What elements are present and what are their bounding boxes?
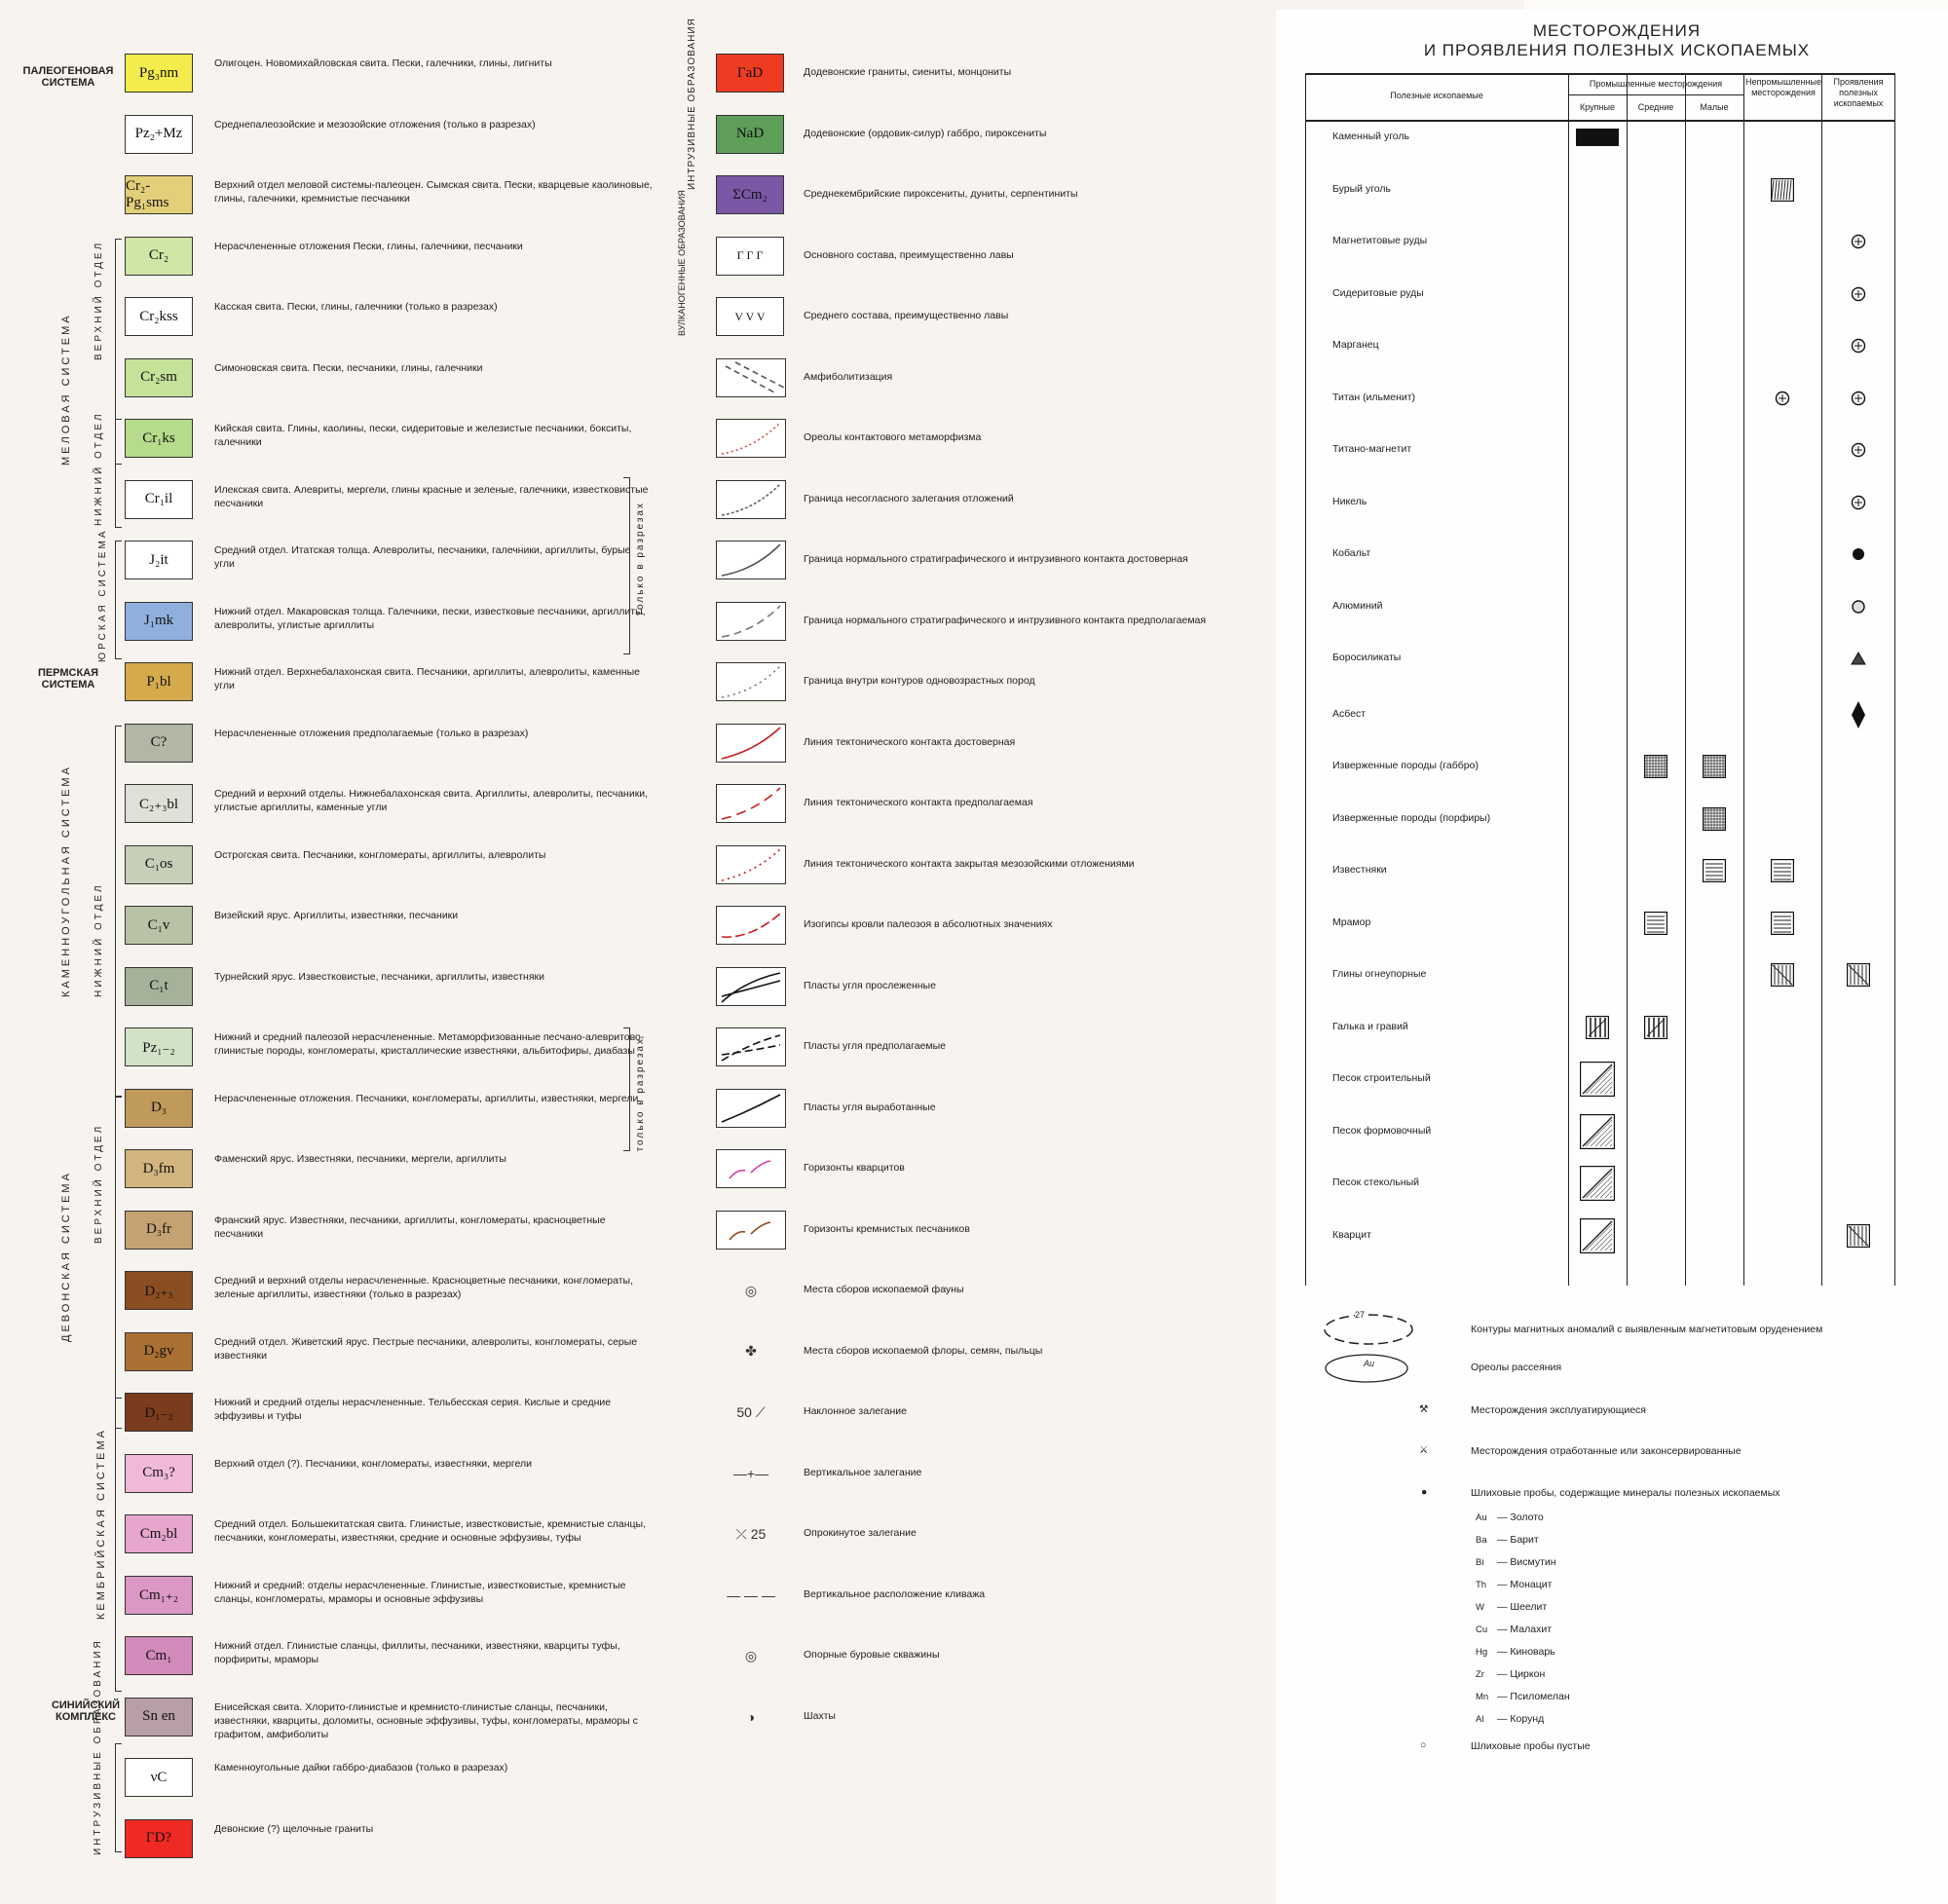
strat-swatch: C? bbox=[125, 724, 193, 763]
volcanic-swatch: Г Г Г bbox=[716, 237, 784, 276]
mineral-name: Изверженные породы (порфиры) bbox=[1332, 811, 1491, 824]
vertical-label-cretaceous: МЕЛОВАЯ СИСТЕМА bbox=[60, 313, 72, 467]
assay-code: Au bbox=[1476, 1512, 1487, 1523]
line-description: Горизонты кварцитов bbox=[804, 1162, 905, 1174]
assay-dash: — bbox=[1497, 1646, 1511, 1658]
assay-code: Ba bbox=[1476, 1535, 1487, 1546]
line-symbol-graphic bbox=[716, 845, 786, 884]
strat-swatch: Pz₁₋₂ bbox=[125, 1027, 193, 1066]
empty-sample-icon: ○ bbox=[1420, 1739, 1427, 1751]
assay-row bbox=[1476, 1624, 1552, 1635]
strat-swatch: P₁bl bbox=[125, 662, 193, 701]
table-rule bbox=[1568, 73, 1569, 1286]
assay-row bbox=[1476, 1512, 1544, 1523]
mineral-symbol-icon bbox=[1586, 1016, 1609, 1039]
strat-swatch: Cm₃? bbox=[125, 1454, 193, 1493]
bracket-right bbox=[623, 477, 630, 654]
point-symbol: —+— bbox=[732, 1465, 769, 1481]
intrusive-label: ИНТРУЗИВНЫЕ ОБРАЗОВАНИЯ bbox=[687, 18, 697, 190]
strat-swatch: Cr₁il bbox=[125, 480, 193, 519]
point-symbol: 50 ⟋ bbox=[736, 1403, 766, 1420]
line-symbol-graphic bbox=[716, 1211, 786, 1250]
volcanic-description: Основного состава, преимущественно лавы bbox=[804, 248, 1014, 261]
strat-description: Верхний отдел (?). Песчаники, конгломераты, известняки, мергели bbox=[214, 1457, 532, 1470]
line-symbol-graphic bbox=[716, 419, 786, 458]
extra-exhausted: Месторождения отработанные или законсервированные bbox=[1471, 1445, 1742, 1457]
assay-row bbox=[1476, 1668, 1545, 1680]
strat-description: Средний отдел. Живетский ярус. Пестрые песчаники, алевролиты, конгломераты, серые известняки bbox=[214, 1335, 638, 1362]
strat-swatch: Pz₂+Mz bbox=[125, 115, 193, 154]
assay-code: Hg bbox=[1476, 1647, 1488, 1658]
line-symbol-graphic bbox=[716, 967, 786, 1006]
strat-description: Енисейская свита. Хлорито-глинистые и кремнисто-глинистые сланцы, песчаники, известняки, кварциты, доломиты, основные эффузивы, туфы, конгломераты, мраморы с графитом, амфиболиты bbox=[214, 1700, 638, 1740]
bracket bbox=[115, 726, 122, 1098]
assay-dash: — bbox=[1497, 1534, 1511, 1546]
extra-empty: Шлиховые пробы пустые bbox=[1471, 1740, 1591, 1752]
only-sections-label: только в разрезах bbox=[635, 502, 646, 616]
system-label-sinian: СИНИЙСКИЙ КОМПЛЕКС bbox=[51, 1699, 121, 1723]
mineral-name: Песок формовочный bbox=[1332, 1124, 1432, 1137]
mineral-symbol-icon bbox=[1703, 859, 1726, 882]
mineral-name: Песок стекольный bbox=[1332, 1176, 1420, 1188]
strat-description: Нижний отдел. Глинистые сланцы, филлиты, песчаники, известняки, кварциты туфы, порфириты, мраморы bbox=[214, 1640, 620, 1665]
line-symbol bbox=[716, 1027, 786, 1066]
assay-name: Висмутин bbox=[1510, 1556, 1556, 1568]
line-symbol-graphic bbox=[716, 784, 786, 823]
symbols-column bbox=[667, 18, 1271, 1855]
table-rule bbox=[1743, 73, 1744, 1286]
strat-swatch: D₃ bbox=[125, 1089, 193, 1128]
assay-dash: — bbox=[1497, 1713, 1511, 1725]
mineral-symbol-icon bbox=[1851, 546, 1866, 562]
bracket-right bbox=[623, 1027, 630, 1151]
extra-halo_tag: Au bbox=[1364, 1359, 1375, 1368]
intrusive-swatch: ΣCm₂ bbox=[716, 175, 784, 214]
minerals-table bbox=[1305, 73, 1894, 1286]
assay-dash: — bbox=[1497, 1556, 1511, 1568]
mineral-name: Никель bbox=[1332, 495, 1367, 507]
magnetic-anomaly-icon bbox=[1320, 1310, 1417, 1349]
mineral-symbol-icon bbox=[1576, 129, 1619, 146]
bracket bbox=[115, 1398, 122, 1692]
line-symbol bbox=[716, 358, 786, 397]
assay-code: Bi bbox=[1476, 1557, 1484, 1568]
line-symbol-graphic bbox=[716, 906, 786, 945]
strat-swatch: Cr₂sm bbox=[125, 358, 193, 397]
volcanic-description: Среднего состава, преимущественно лавы bbox=[804, 310, 1009, 321]
assay-name: Монацит bbox=[1510, 1579, 1553, 1590]
mineral-name: Сидеритовые руды bbox=[1332, 286, 1424, 299]
assay-row bbox=[1476, 1534, 1539, 1546]
strat-description: Острогская свита. Песчаники, конгломераты, аргиллиты, алевролиты bbox=[214, 848, 546, 861]
strat-swatch: C₁os bbox=[125, 845, 193, 884]
line-symbol bbox=[716, 1211, 786, 1250]
strat-swatch: Cr₂ bbox=[125, 237, 193, 276]
bracket bbox=[115, 1743, 122, 1852]
strat-description: Нерасчлененные отложения предполагаемые (только в разрезах) bbox=[214, 727, 529, 739]
assay-code: W bbox=[1476, 1602, 1484, 1613]
strat-swatch: D₂gv bbox=[125, 1332, 193, 1371]
intrusive-description: Среднекембрийские пироксениты, дуниты, серпентиниты bbox=[804, 188, 1078, 200]
intrusive-description: Додевонские (ордовик-силур) габбро, пироксениты bbox=[804, 127, 1047, 139]
point-symbol: ◎ bbox=[744, 1282, 758, 1298]
panned-sample-icon: ● bbox=[1421, 1486, 1428, 1498]
vertical-label-carboniferous: КАМЕННОУГОЛЬНАЯ СИСТЕМА bbox=[60, 765, 72, 998]
table-header-industrial: Промышленные месторождения bbox=[1589, 79, 1723, 89]
point-description: Опрокинутое залегание bbox=[804, 1527, 917, 1539]
strat-swatch: νC bbox=[125, 1758, 193, 1797]
only-sections-label: только в разрезах bbox=[635, 1037, 646, 1152]
table-rule bbox=[1821, 73, 1822, 1286]
mineral-symbol-icon bbox=[1851, 599, 1866, 615]
mineral-name: Асбест bbox=[1332, 707, 1367, 720]
vertical-label-upper_div: ВЕРХНИЙ ОТДЕЛ bbox=[94, 240, 104, 360]
mineral-symbol-icon bbox=[1644, 755, 1667, 778]
table-header-mineral: Полезные ископаемые bbox=[1390, 91, 1483, 100]
line-symbol-graphic bbox=[716, 541, 786, 579]
point-symbol: — — — bbox=[727, 1587, 775, 1603]
strat-description: Среднепалеозойские и мезозойские отложения (только в разрезах) bbox=[214, 118, 536, 131]
mineral-name: Кобальт bbox=[1332, 547, 1371, 559]
line-symbol bbox=[716, 480, 786, 519]
mineral-symbol-icon bbox=[1851, 700, 1866, 729]
line-symbol-graphic bbox=[716, 602, 786, 641]
vertical-label-jurassic: ЮРСКАЯ СИСТЕМА bbox=[97, 528, 108, 662]
mineral-name: Глины огнеупорные bbox=[1332, 968, 1427, 980]
mineral-name: Известняки bbox=[1332, 864, 1387, 876]
mineral-symbol-icon bbox=[1847, 963, 1870, 987]
minerals-title bbox=[1295, 21, 1938, 60]
mineral-symbol-icon bbox=[1775, 391, 1790, 406]
bracket bbox=[115, 419, 122, 528]
strat-swatch: Cm₂bl bbox=[125, 1514, 193, 1553]
vertical-label-devonian: ДЕВОНСКАЯ СИСТЕМА bbox=[60, 1171, 72, 1342]
mineral-name: Титано-магнетит bbox=[1332, 443, 1412, 455]
vertical-label-intrusive: ИНТРУЗИВНЫЕ ОБРАЗОВАНИЯ bbox=[93, 1638, 103, 1855]
strat-description: Нижний и средний: отделы нерасчлененные. Глинистые, известковистые, кремнистые сланцы, конгломераты, мраморы и основные эффузивы bbox=[214, 1579, 626, 1605]
mineral-symbol-icon bbox=[1847, 1224, 1870, 1248]
strat-description: Средний и верхний отделы нерасчлененные. Красноцветные песчаники, конгломераты, зеленые аргиллиты, известняки (только в разрезах) bbox=[214, 1275, 634, 1300]
table-rule bbox=[1685, 73, 1686, 1286]
line-symbol-graphic bbox=[716, 724, 786, 763]
point-description: Опорные буровые скважины bbox=[804, 1649, 940, 1661]
point-description: Наклонное залегание bbox=[804, 1405, 907, 1417]
line-description: Пласты угля предполагаемые bbox=[804, 1040, 947, 1052]
strat-swatch: D₃fm bbox=[125, 1149, 193, 1188]
line-symbol bbox=[716, 784, 786, 823]
strat-swatch: ГD? bbox=[125, 1819, 193, 1858]
mineral-symbol-icon bbox=[1580, 1218, 1615, 1253]
mineral-name: Магнетитовые руды bbox=[1332, 235, 1428, 246]
table-header-small: Малые bbox=[1700, 102, 1729, 112]
strat-description: Верхний отдел меловой системы-палеоцен. Сымская свита. Пески, кварцевые каолиновые, глины, галечники, кремнистые песчаники bbox=[214, 179, 653, 205]
strat-description: Визейский ярус. Аргиллиты, известняки, песчаники bbox=[214, 910, 459, 921]
assay-dash: — bbox=[1497, 1512, 1511, 1523]
assay-dash: — bbox=[1497, 1668, 1511, 1680]
table-header-medium: Средние bbox=[1637, 102, 1674, 112]
mineral-symbol-icon bbox=[1771, 963, 1794, 987]
line-symbol-graphic bbox=[716, 480, 786, 519]
assay-name: Циркон bbox=[1510, 1668, 1546, 1680]
strat-description: Средний отдел. Большекитатская свита. Глинистые, известковистые, кремнистые сланцы, песчаники, конгломераты, известняки, средние и основные эффузивы, туфы bbox=[214, 1518, 646, 1544]
strat-swatch: D₃fr bbox=[125, 1211, 193, 1250]
strat-description: Симоновская свита. Пески, песчаники, глины, галечники bbox=[214, 361, 483, 374]
assay-row bbox=[1476, 1556, 1556, 1568]
system-label-permian: ПЕРМСКАЯ СИСТЕМА bbox=[37, 667, 99, 691]
line-description: Пласты угля выработанные bbox=[804, 1101, 936, 1113]
strat-swatch: C₁t bbox=[125, 967, 193, 1006]
line-symbol bbox=[716, 724, 786, 763]
vertical-label-lower_div: НИЖНИЙ ОТДЕЛ bbox=[94, 411, 104, 526]
strat-swatch: C₂₊₃bl bbox=[125, 784, 193, 823]
strat-swatch: J₁mk bbox=[125, 602, 193, 641]
assay-name: Псиломелан bbox=[1510, 1691, 1570, 1702]
strat-description: Нерасчлененные отложения Пески, глины, галечники, песчаники bbox=[214, 240, 523, 252]
assay-dash: — bbox=[1497, 1601, 1511, 1613]
mineral-symbol-icon bbox=[1851, 651, 1866, 666]
mine-closed-icon: ⚔ bbox=[1419, 1444, 1429, 1456]
assay-row bbox=[1476, 1579, 1552, 1590]
assay-name: Барит bbox=[1510, 1534, 1539, 1546]
table-rule bbox=[1627, 73, 1628, 1286]
strat-description: Франский ярус. Известняки, песчаники, аргиллиты, конгломераты, красноцветные песчаники bbox=[214, 1213, 606, 1240]
table-rule bbox=[1894, 73, 1895, 1286]
line-description: Граница несогласного залегания отложений bbox=[804, 492, 1014, 504]
intrusive-swatch: NaD bbox=[716, 115, 784, 154]
line-description: Амфиболитизация bbox=[804, 370, 893, 383]
table-header-large: Крупные bbox=[1580, 102, 1615, 112]
assay-name: Шеелит bbox=[1510, 1601, 1548, 1613]
line-symbol bbox=[716, 602, 786, 641]
strat-description: Девонские (?) щелочные граниты bbox=[214, 1822, 374, 1835]
line-symbol bbox=[716, 906, 786, 945]
mineral-symbol-icon bbox=[1644, 912, 1667, 935]
line-description: Граница нормального стратиграфического и интрузивного контакта достоверная bbox=[804, 553, 1188, 565]
extra-panned: Шлиховые пробы, содержащие минералы полезных ископаемых bbox=[1471, 1487, 1780, 1499]
strat-description: Нижний и средний палеозой нерасчлененные. Метаморфизованные песчано-алевритово-глинистые породы, конгломераты, кристаллические известняки, альбитофиры, диабазы bbox=[214, 1031, 645, 1057]
halo-icon bbox=[1320, 1349, 1417, 1388]
mineral-name: Мрамор bbox=[1332, 915, 1371, 928]
strat-description: Фаменский ярус. Известняки, песчаники, мергели, аргиллиты bbox=[214, 1153, 506, 1165]
strat-swatch: Cm₁₊₂ bbox=[125, 1576, 193, 1615]
extra-exploited: Месторождения эксплуатирующиеся bbox=[1471, 1404, 1646, 1416]
mineral-symbol-icon bbox=[1851, 234, 1866, 249]
point-description: Вертикальное залегание bbox=[804, 1466, 922, 1478]
point-description: Вертикальное расположение кливажа bbox=[804, 1587, 986, 1600]
strat-description: Нижний отдел. Верхнебалахонская свита. Песчаники, аргиллиты, алевролиты, каменные угли bbox=[214, 666, 641, 691]
table-rule bbox=[1568, 94, 1743, 95]
mineral-symbol-icon bbox=[1771, 912, 1794, 935]
mineral-name: Бурый уголь bbox=[1332, 182, 1392, 195]
line-description: Горизонты кремнистых песчаников bbox=[804, 1222, 970, 1235]
line-symbol-graphic bbox=[716, 1149, 786, 1188]
table-rule bbox=[1305, 73, 1306, 1286]
mineral-name: Изверженные породы (габбро) bbox=[1332, 760, 1479, 771]
assay-code: Cu bbox=[1476, 1624, 1488, 1635]
assay-name: Золото bbox=[1510, 1512, 1544, 1523]
mineral-name: Кварцит bbox=[1332, 1228, 1371, 1241]
line-description: Граница нормального стратиграфического и интрузивного контакта предполагаемая bbox=[804, 614, 1207, 626]
mineral-symbol-icon bbox=[1851, 338, 1866, 354]
extra-magnetic: Контуры магнитных аномалий с выявленным магнетитовым оруденением bbox=[1471, 1324, 1823, 1335]
extra-halo: Ореолы рассеяния bbox=[1471, 1362, 1562, 1373]
strat-description: Касская свита. Пески, глины, галечники (только в разрезах) bbox=[214, 301, 498, 313]
line-description: Пласты угля прослеженные bbox=[804, 979, 936, 991]
mineral-symbol-icon bbox=[1771, 859, 1794, 882]
line-symbol-graphic bbox=[716, 1089, 786, 1128]
system-label-paleogene: ПАЛЕОГЕНОВАЯ СИСТЕМА bbox=[22, 65, 114, 89]
mineral-name: Каменный уголь bbox=[1332, 131, 1409, 142]
strat-swatch: C₁v bbox=[125, 906, 193, 945]
extra-magnetic_num: 27 bbox=[1355, 1310, 1366, 1320]
mineral-symbol-icon bbox=[1771, 178, 1794, 202]
line-description: Изогипсы кровли палеозоя в абсолютных значениях bbox=[804, 918, 1053, 930]
minerals-title-line1: МЕСТОРОЖДЕНИЯ bbox=[1532, 21, 1702, 40]
volcanic-swatch: V V V bbox=[716, 297, 784, 336]
intrusive-swatch: ГaD bbox=[716, 54, 784, 93]
line-description: Линия тектонического контакта достоверная bbox=[804, 735, 1016, 748]
table-rule bbox=[1305, 120, 1894, 122]
strat-swatch: Cm₁ bbox=[125, 1636, 193, 1675]
volcanic-label: ВУЛКАНОГЕННЫЕ ОБРАЗОВАНИЯ bbox=[677, 190, 687, 336]
mineral-symbol-icon bbox=[1703, 807, 1726, 831]
strat-description: Каменноугольные дайки габбро-диабазов (только в разрезах) bbox=[214, 1762, 508, 1773]
strat-swatch: J₂it bbox=[125, 541, 193, 579]
point-description: Места сборов ископаемой фауны bbox=[804, 1284, 964, 1295]
strat-description: Кийская свита. Глины, каолины, пески, сидеритовые и железистые песчаники, бокситы, галечники bbox=[214, 423, 632, 448]
mineral-name: Титан (ильменит) bbox=[1332, 391, 1416, 403]
table-header-nonind: Непромышленные месторождения bbox=[1745, 77, 1821, 97]
assay-name: Киноварь bbox=[1510, 1646, 1555, 1658]
assay-code: Zr bbox=[1476, 1669, 1484, 1680]
mineral-name: Песок строительный bbox=[1332, 1072, 1431, 1084]
assay-name: Малахит bbox=[1510, 1624, 1553, 1635]
point-symbol: ✤ bbox=[745, 1343, 757, 1359]
vertical-label-upper_div3: ВЕРХНИЙ ОТДЕЛ bbox=[94, 1123, 104, 1244]
point-symbol: ◎ bbox=[744, 1647, 758, 1663]
stratigraphy-column bbox=[0, 54, 662, 1855]
mineral-symbol-icon bbox=[1703, 755, 1726, 778]
mineral-symbol-icon bbox=[1851, 495, 1866, 510]
line-description: Ореолы контактового метаморфизма bbox=[804, 431, 982, 443]
table-header-shows: Проявления полезных ископаемых bbox=[1833, 77, 1884, 108]
point-symbol: ⤫ 25 bbox=[735, 1525, 767, 1542]
mineral-symbol-icon bbox=[1580, 1114, 1615, 1149]
mineral-symbol-icon bbox=[1580, 1062, 1615, 1097]
intrusive-description: Додевонские граниты, сиениты, монцониты bbox=[804, 66, 1012, 78]
assay-dash: — bbox=[1497, 1691, 1511, 1702]
line-symbol bbox=[716, 967, 786, 1006]
strat-description: Нерасчлененные отложения. Песчаники, конгломераты, аргиллиты, известняки, мергели bbox=[214, 1092, 639, 1104]
assay-code: Th bbox=[1476, 1580, 1487, 1590]
mineral-name: Марганец bbox=[1332, 339, 1379, 351]
line-symbol bbox=[716, 1149, 786, 1188]
point-symbol: ◑ bbox=[746, 1708, 756, 1725]
point-description: Места сборов ископаемой флоры, семян, пыльцы bbox=[804, 1344, 1043, 1357]
strat-description: Олигоцен. Новомихайловская свита. Пески, галечники, глины, лигниты bbox=[214, 57, 552, 69]
strat-description: Турнейский ярус. Известковистые, песчаники, аргиллиты, известняки bbox=[214, 970, 544, 983]
strat-description: Илекская свита. Алевриты, мергели, глины красные и зеленые, галечники, известковистые песчаники bbox=[214, 483, 649, 509]
assay-row bbox=[1476, 1646, 1555, 1658]
vertical-label-lower_div2: НИЖНИЙ ОТДЕЛ bbox=[94, 882, 104, 997]
assay-row bbox=[1476, 1601, 1547, 1613]
line-description: Граница внутри контуров одновозрастных пород bbox=[804, 675, 1035, 687]
strat-description: Средний отдел. Итатская толща. Алевролиты, песчаники, галечники, аргиллиты, бурые угли bbox=[214, 544, 631, 570]
strat-swatch: D₂₊₃ bbox=[125, 1271, 193, 1310]
strat-swatch: Cr₂kss bbox=[125, 297, 193, 336]
line-symbol-graphic bbox=[716, 358, 786, 397]
strat-description: Средний и верхний отделы. Нижнебалахонская свита. Аргиллиты, алевролиты, песчаники, углистые аргиллиты, каменные угли bbox=[214, 788, 649, 813]
mine-active-icon: ⚒ bbox=[1419, 1403, 1429, 1415]
line-symbol-graphic bbox=[716, 1027, 786, 1066]
assay-code: Mn bbox=[1476, 1692, 1489, 1702]
mineral-symbol-icon bbox=[1851, 442, 1866, 458]
assay-dash: — bbox=[1497, 1579, 1511, 1590]
assay-code: Al bbox=[1476, 1714, 1484, 1725]
strat-swatch: Pg₃nm bbox=[125, 54, 193, 93]
strat-swatch: Cr₁ks bbox=[125, 419, 193, 458]
bracket bbox=[115, 1096, 122, 1429]
line-symbol bbox=[716, 662, 786, 701]
strat-swatch: D₁₋₂ bbox=[125, 1393, 193, 1432]
assay-dash: — bbox=[1497, 1624, 1511, 1635]
assay-row bbox=[1476, 1691, 1570, 1702]
bracket bbox=[115, 541, 122, 659]
assay-row bbox=[1476, 1713, 1544, 1725]
line-description: Линия тектонического контакта закрытая мезозойскими отложениями bbox=[804, 857, 1135, 870]
line-symbol bbox=[716, 541, 786, 579]
assay-name: Корунд bbox=[1510, 1713, 1545, 1725]
mineral-name: Боросиликаты bbox=[1332, 652, 1402, 663]
strat-description: Нижний отдел. Макаровская толща. Галечники, пески, известковые песчаники, аргиллиты, алевролиты, углистые аргиллиты bbox=[214, 605, 646, 631]
minerals-title-line2: И ПРОЯВЛЕНИЯ ПОЛЕЗНЫХ ИСКОПАЕМЫХ bbox=[1423, 41, 1811, 59]
mineral-symbol-icon bbox=[1851, 286, 1866, 302]
table-rule bbox=[1305, 73, 1894, 75]
line-symbol-graphic bbox=[716, 662, 786, 701]
point-description: Шахты bbox=[804, 1709, 836, 1722]
vertical-label-cambrian: КЕМБРИЙСКАЯ СИСТЕМА bbox=[95, 1428, 107, 1621]
strat-swatch: Sn en bbox=[125, 1698, 193, 1736]
line-description: Линия тектонического контакта предполагаемая bbox=[804, 797, 1033, 808]
strat-description: Нижний и средний отделы нерасчлененные. Тельбесская серия. Кислые и средние эффузивы и туфы bbox=[214, 1397, 612, 1422]
mineral-name: Галька и гравий bbox=[1332, 1020, 1408, 1032]
mineral-symbol-icon bbox=[1644, 1016, 1667, 1039]
mineral-name: Алюминий bbox=[1332, 599, 1383, 612]
line-symbol bbox=[716, 845, 786, 884]
line-symbol bbox=[716, 419, 786, 458]
strat-swatch: Cr₂-Pg₁sms bbox=[125, 175, 193, 214]
mineral-symbol-icon bbox=[1851, 391, 1866, 406]
line-symbol bbox=[716, 1089, 786, 1128]
mineral-symbol-icon bbox=[1580, 1166, 1615, 1201]
